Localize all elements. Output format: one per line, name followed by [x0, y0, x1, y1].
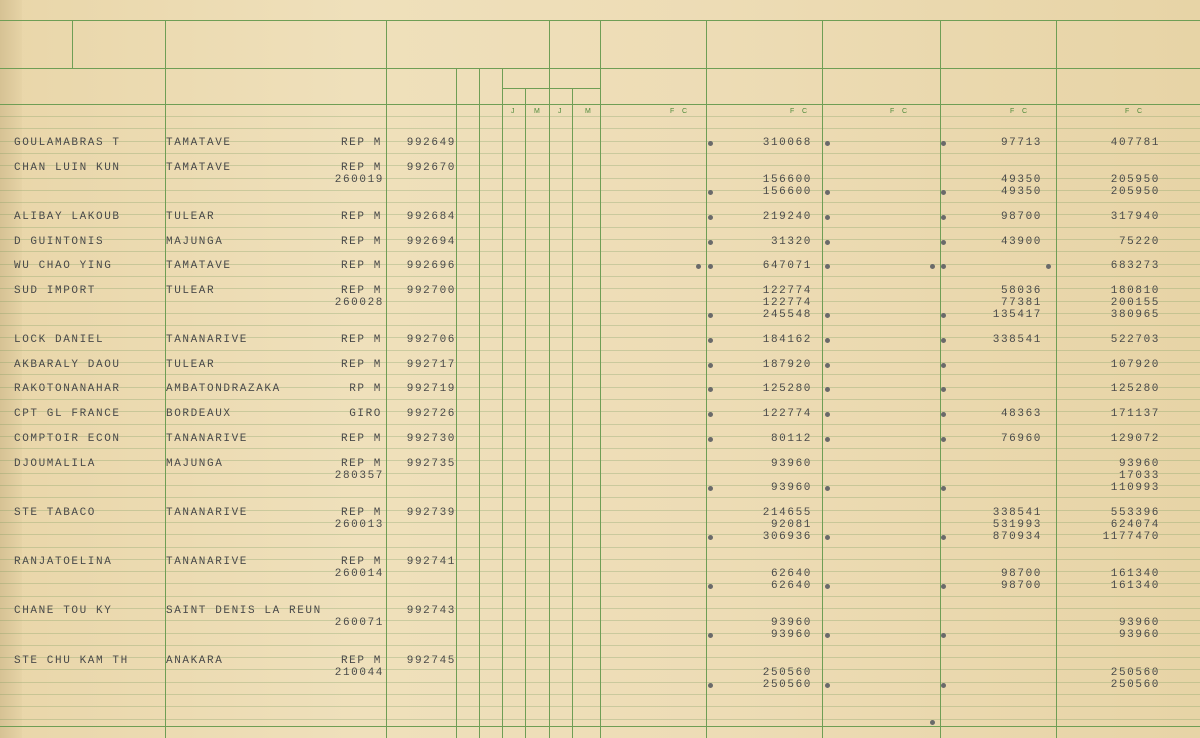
client-department: REP M [340, 260, 382, 272]
total-value: 250560 [1110, 679, 1160, 691]
ruled-line [0, 706, 1200, 707]
client-name: WU CHAO YING [14, 260, 113, 272]
client-locality: TAMATAVE [166, 162, 232, 174]
client-name: DJOUMALILA [14, 458, 97, 470]
hollywood-value: 49350 [1000, 174, 1042, 186]
entry-mark [941, 486, 946, 491]
client-department: REP M [340, 285, 382, 297]
total-value: 171137 [1110, 408, 1160, 420]
entry-mark [825, 412, 830, 417]
entry-mark [825, 313, 830, 318]
total-value: 93960 [1118, 617, 1160, 629]
client-locality: TANANARIVE [166, 433, 249, 445]
hollywood-value: 97713 [1000, 137, 1042, 149]
client-name: CPT GL FRANCE [14, 408, 121, 420]
entry-mark [708, 215, 713, 220]
articles-value: 214655 [762, 507, 812, 519]
client-subcode: 260071 [334, 617, 384, 629]
entry-mark [1046, 264, 1051, 269]
client-locality: SAINT DENIS LA REUN [166, 605, 322, 617]
entry-mark [708, 535, 713, 540]
entry-mark [941, 240, 946, 245]
total-value: 161340 [1110, 568, 1160, 580]
articles-value: 647071 [762, 260, 812, 272]
total-value: 1177470 [1102, 531, 1160, 543]
client-name: D GUINTONIS [14, 236, 105, 248]
client-locality: TULEAR [166, 285, 216, 297]
total-value: 17033 [1118, 470, 1160, 482]
client-subcode: 260013 [334, 519, 384, 531]
entry-mark [708, 313, 713, 318]
entry-mark [930, 264, 935, 269]
client-name: RAKOTONANAHAR [14, 383, 121, 395]
client-name: STE TABACO [14, 507, 97, 519]
column-rule [502, 68, 503, 738]
client-subcode: 260019 [334, 174, 384, 186]
client-locality: ANAKARA [166, 655, 224, 667]
hollywood-value: 49350 [1000, 186, 1042, 198]
client-locality: TANANARIVE [166, 334, 249, 346]
articles-value: 250560 [762, 679, 812, 691]
entry-mark [825, 240, 830, 245]
client-name: RANJATOELINA [14, 556, 113, 568]
articles-value: 93960 [770, 482, 812, 494]
client-locality: BORDEAUX [166, 408, 232, 420]
total-value: 553396 [1110, 507, 1160, 519]
client-code: 992717 [406, 359, 456, 371]
entry-mark [708, 683, 713, 688]
total-value: 161340 [1110, 580, 1160, 592]
ruled-line [0, 485, 1200, 486]
articles-value: 125280 [762, 383, 812, 395]
client-subcode: 280357 [334, 470, 384, 482]
entry-mark [708, 387, 713, 392]
entry-mark [708, 437, 713, 442]
total-value: 200155 [1110, 297, 1160, 309]
client-code: 992649 [406, 137, 456, 149]
client-subcode: 260028 [334, 297, 384, 309]
ruled-line [0, 251, 1200, 252]
articles-value: 184162 [762, 334, 812, 346]
client-name: AKBARALY DAOU [14, 359, 121, 371]
ruled-line [0, 374, 1200, 375]
total-value: 624074 [1110, 519, 1160, 531]
ruled-line [0, 645, 1200, 646]
client-code: 992726 [406, 408, 456, 420]
total-value: 93960 [1118, 458, 1160, 470]
entry-mark [941, 363, 946, 368]
ruled-line [0, 128, 1200, 129]
client-department: REP M [340, 458, 382, 470]
hollywood-value: 58036 [1000, 285, 1042, 297]
client-name: COMPTOIR ECON [14, 433, 121, 445]
client-locality: MAJUNGA [166, 458, 224, 470]
jm-label: M [534, 108, 540, 115]
client-name: CHAN LUIN KUN [14, 162, 121, 174]
fc-label: F C [1010, 108, 1028, 115]
articles-value: 219240 [762, 211, 812, 223]
total-value: 205950 [1110, 186, 1160, 198]
client-code: 992730 [406, 433, 456, 445]
ruled-line [0, 116, 1200, 117]
client-department: REP M [340, 655, 382, 667]
entry-mark [708, 240, 713, 245]
client-locality: MAJUNGA [166, 236, 224, 248]
entry-mark [941, 584, 946, 589]
entry-mark [941, 683, 946, 688]
total-value: 125280 [1110, 383, 1160, 395]
total-value: 93960 [1118, 629, 1160, 641]
client-locality: TULEAR [166, 211, 216, 223]
client-department: REP M [340, 359, 382, 371]
hollywood-value: 338541 [992, 507, 1042, 519]
client-name: SUD IMPORT [14, 285, 97, 297]
fc-label: F C [670, 108, 688, 115]
client-locality: TAMATAVE [166, 260, 232, 272]
total-value: 317940 [1110, 211, 1160, 223]
dates-subrule [525, 88, 526, 738]
entry-mark [941, 412, 946, 417]
ruled-line [0, 669, 1200, 670]
ruled-line [0, 596, 1200, 597]
ruled-line [0, 448, 1200, 449]
client-locality: TULEAR [166, 359, 216, 371]
total-value: 683273 [1110, 260, 1160, 272]
entry-mark [941, 387, 946, 392]
entry-mark [825, 141, 830, 146]
column-rule [456, 68, 457, 738]
client-department: REP M [340, 211, 382, 223]
client-department: GIRO [349, 408, 382, 420]
entry-mark [825, 264, 830, 269]
entry-mark [825, 387, 830, 392]
hollywood-value: 76960 [1000, 433, 1042, 445]
articles-value: 310068 [762, 137, 812, 149]
entry-mark [696, 264, 701, 269]
hollywood-value: 98700 [1000, 568, 1042, 580]
client-code: 992739 [406, 507, 456, 519]
client-department: REP M [340, 236, 382, 248]
dates-subrule [572, 88, 573, 738]
hollywood-value: 43900 [1000, 236, 1042, 248]
client-locality: AMBATONDRAZAKA [166, 383, 281, 395]
entry-mark [708, 363, 713, 368]
entry-mark [825, 535, 830, 540]
hollywood-value: 338541 [992, 334, 1042, 346]
client-locality: TANANARIVE [166, 507, 249, 519]
dates-split-rule [502, 88, 600, 89]
articles-value: 93960 [770, 458, 812, 470]
ruled-line [0, 202, 1200, 203]
hollywood-value: 98700 [1000, 580, 1042, 592]
ruled-line [0, 682, 1200, 683]
articles-value: 156600 [762, 174, 812, 186]
client-code: 992743 [406, 605, 456, 617]
entry-mark [941, 338, 946, 343]
total-value: 205950 [1110, 174, 1160, 186]
articles-value: 187920 [762, 359, 812, 371]
client-name: STE CHU KAM TH [14, 655, 129, 667]
entry-mark [708, 141, 713, 146]
client-name: GOULAMABRAS T [14, 137, 121, 149]
total-value: 129072 [1110, 433, 1160, 445]
entry-mark [941, 633, 946, 638]
total-value: 407781 [1110, 137, 1160, 149]
jm-label: M [585, 108, 591, 115]
jm-label: J [558, 108, 562, 115]
hollywood-value: 135417 [992, 309, 1042, 321]
entry-mark [708, 486, 713, 491]
ruled-line [0, 547, 1200, 548]
client-code: 992700 [406, 285, 456, 297]
ruled-line [0, 153, 1200, 154]
total-value: 107920 [1110, 359, 1160, 371]
client-code: 992735 [406, 458, 456, 470]
entry-mark [941, 313, 946, 318]
fc-label: F C [790, 108, 808, 115]
articles-value: 122774 [762, 297, 812, 309]
client-code: 992741 [406, 556, 456, 568]
articles-value: 122774 [762, 285, 812, 297]
entry-mark [825, 486, 830, 491]
client-code: 992684 [406, 211, 456, 223]
entry-mark [708, 633, 713, 638]
ruled-line [0, 719, 1200, 720]
entry-mark [825, 190, 830, 195]
ruled-line [0, 497, 1200, 498]
ruled-line [0, 633, 1200, 634]
client-code: 992696 [406, 260, 456, 272]
entry-mark [825, 338, 830, 343]
hollywood-value: 531993 [992, 519, 1042, 531]
entry-mark [941, 215, 946, 220]
hollywood-value: 870934 [992, 531, 1042, 543]
total-value: 180810 [1110, 285, 1160, 297]
client-department: REP M [340, 162, 382, 174]
client-name: CHANE TOU KY [14, 605, 113, 617]
entry-mark [708, 190, 713, 195]
client-locality: TANANARIVE [166, 556, 249, 568]
column-rule [479, 68, 480, 738]
client-code: 992670 [406, 162, 456, 174]
client-name: LOCK DANIEL [14, 334, 105, 346]
ruled-line [0, 350, 1200, 351]
ruled-line [0, 227, 1200, 228]
client-subcode: 210044 [334, 667, 384, 679]
total-value: 522703 [1110, 334, 1160, 346]
entry-mark [825, 584, 830, 589]
client-code: 992706 [406, 334, 456, 346]
total-hollywood-mark [930, 720, 935, 725]
articles-value: 93960 [770, 629, 812, 641]
entry-mark [941, 141, 946, 146]
total-value: 110993 [1110, 482, 1160, 494]
entry-mark [825, 633, 830, 638]
articles-value: 93960 [770, 617, 812, 629]
ruled-line [0, 276, 1200, 277]
entry-mark [825, 683, 830, 688]
entry-mark [941, 190, 946, 195]
articles-value: 250560 [762, 667, 812, 679]
client-department: RP M [349, 383, 382, 395]
client-department: REP M [340, 433, 382, 445]
fc-label: F C [890, 108, 908, 115]
total-value: 75220 [1118, 236, 1160, 248]
ruled-line [0, 424, 1200, 425]
articles-value: 31320 [770, 236, 812, 248]
client-locality: TAMATAVE [166, 137, 232, 149]
articles-value: 62640 [770, 568, 812, 580]
entry-mark [825, 363, 830, 368]
ruled-line [0, 620, 1200, 621]
entry-mark [708, 412, 713, 417]
articles-value: 245548 [762, 309, 812, 321]
articles-value: 92081 [770, 519, 812, 531]
articles-value: 80112 [770, 433, 812, 445]
entry-mark [708, 264, 713, 269]
articles-value: 306936 [762, 531, 812, 543]
hollywood-value: 48363 [1000, 408, 1042, 420]
client-code: 992719 [406, 383, 456, 395]
entry-mark [941, 437, 946, 442]
total-value: 250560 [1110, 667, 1160, 679]
hollywood-value: 98700 [1000, 211, 1042, 223]
entry-mark [941, 535, 946, 540]
client-department: REP M [340, 137, 382, 149]
hollywood-value: 77381 [1000, 297, 1042, 309]
client-department: REP M [340, 334, 382, 346]
ruled-line [0, 694, 1200, 695]
articles-value: 156600 [762, 186, 812, 198]
entry-mark [708, 584, 713, 589]
jm-label: J [511, 108, 515, 115]
entry-mark [941, 264, 946, 269]
entry-mark [708, 338, 713, 343]
entry-mark [825, 437, 830, 442]
articles-value: 122774 [762, 408, 812, 420]
entry-mark [825, 215, 830, 220]
column-rule [72, 20, 73, 68]
client-code: 992694 [406, 236, 456, 248]
ruled-line [0, 325, 1200, 326]
client-code: 992745 [406, 655, 456, 667]
client-subcode: 260014 [334, 568, 384, 580]
total-value: 380965 [1110, 309, 1160, 321]
ruled-line [0, 473, 1200, 474]
fc-label: F C [1125, 108, 1143, 115]
articles-value: 62640 [770, 580, 812, 592]
client-department: REP M [340, 556, 382, 568]
client-name: ALIBAY LAKOUB [14, 211, 121, 223]
client-department: REP M [340, 507, 382, 519]
ruled-line [0, 399, 1200, 400]
